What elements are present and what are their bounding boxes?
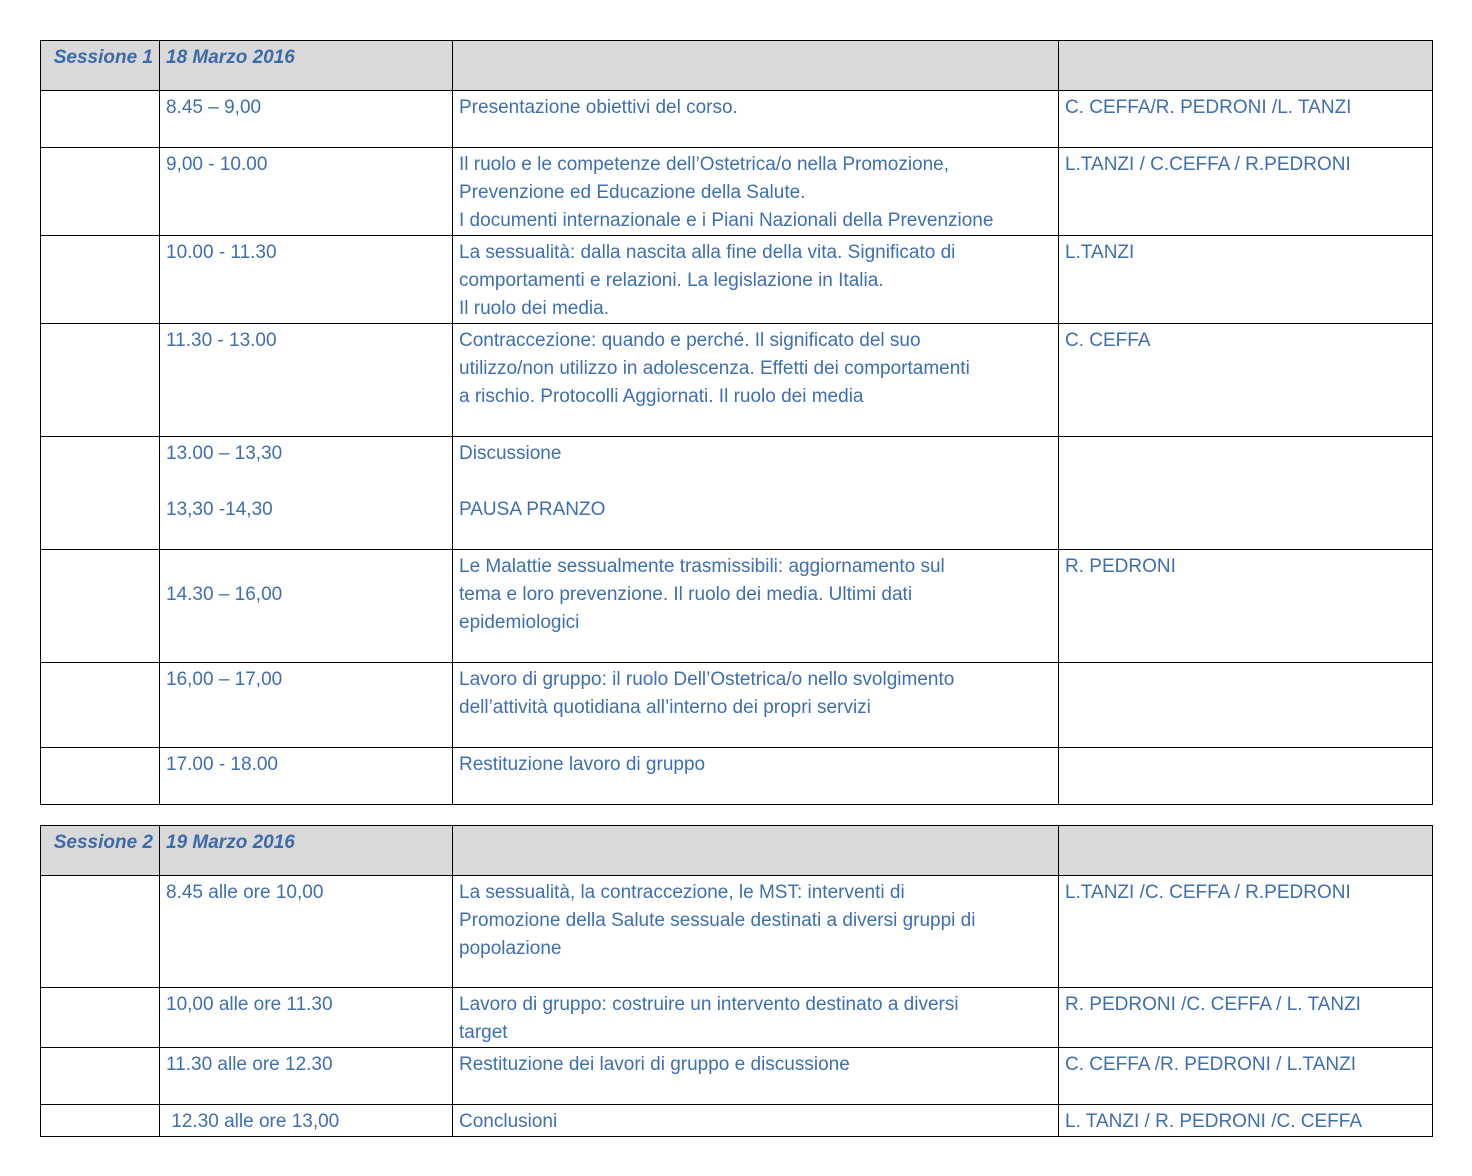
topic-text: target bbox=[459, 1022, 508, 1043]
topic-text: Il ruolo e le competenze dell’Ostetrica/o nella Promozione, bbox=[459, 154, 950, 175]
topic-text: I documenti internazionale e i Piani Nazionali della Prevenzione bbox=[459, 210, 994, 231]
table-row bbox=[41, 988, 1433, 1048]
time-cell bbox=[160, 988, 453, 1048]
time-text: 11.30 - 13.00 bbox=[166, 330, 277, 351]
topic-text: Lavoro di gruppo: costruire un intervento destinato a diversi bbox=[459, 994, 959, 1015]
table-row bbox=[41, 91, 1433, 148]
speakers-cell: C. CEFFA /R. PEDRONI / L.TANZI bbox=[1059, 1048, 1433, 1105]
topic-text: PAUSA PRANZO bbox=[459, 499, 606, 520]
time-text: 16,00 – 17,00 bbox=[166, 669, 283, 690]
table-row bbox=[41, 748, 1433, 805]
time-cell bbox=[160, 876, 453, 988]
topic-text: comportamenti e relazioni. La legislazione in Italia. bbox=[459, 270, 884, 291]
time-text: 10.00 - 11.30 bbox=[166, 242, 277, 263]
topic-text: Promozione della Salute sessuale destinati a diversi gruppi di bbox=[459, 910, 976, 931]
speakers-cell: L.TANZI /C. CEFFA / R.PEDRONI bbox=[1059, 876, 1433, 988]
speakers-cell: C. CEFFA/R. PEDRONI /L. TANZI bbox=[1059, 91, 1433, 148]
blank-cell bbox=[41, 550, 160, 663]
topic-cell bbox=[453, 324, 1059, 437]
time-text: 10,00 alle ore 11.30 bbox=[166, 994, 333, 1015]
table-row bbox=[41, 876, 1433, 988]
topic-cell bbox=[453, 550, 1059, 663]
table-row bbox=[41, 324, 1433, 437]
topic-cell bbox=[453, 1048, 1059, 1105]
topic-cell bbox=[453, 663, 1059, 748]
topic-text: utilizzo/non utilizzo in adolescenza. Effetti dei comportamenti bbox=[459, 358, 970, 379]
speakers-cell: L.TANZI / C.CEFFA / R.PEDRONI bbox=[1059, 148, 1433, 236]
table-row bbox=[41, 663, 1433, 748]
time-text: 11.30 alle ore 12.30 bbox=[166, 1054, 333, 1075]
blank-cell bbox=[41, 148, 160, 236]
speakers-cell: R. PEDRONI /C. CEFFA / L. TANZI bbox=[1059, 988, 1433, 1048]
speakers-cell: L. TANZI / R. PEDRONI /C. CEFFA bbox=[1059, 1105, 1433, 1137]
session-date: 19 Marzo 2016 bbox=[160, 826, 453, 876]
topic-text: Discussione bbox=[459, 443, 562, 464]
topic-cell bbox=[453, 748, 1059, 805]
time-text bbox=[166, 553, 446, 581]
blank-cell bbox=[41, 91, 160, 148]
blank-cell bbox=[41, 748, 160, 805]
session-header-row bbox=[41, 826, 1433, 876]
session-header-row bbox=[41, 41, 1433, 91]
speakers-cell: R. PEDRONI bbox=[1059, 550, 1433, 663]
topic-text: tema e loro prevenzione. Il ruolo dei media. Ultimi dati bbox=[459, 584, 913, 605]
topic-cell bbox=[453, 236, 1059, 324]
topic-text: Prevenzione ed Educazione della Salute. bbox=[459, 182, 806, 203]
table-row bbox=[41, 1105, 1433, 1137]
topic-text: dell’attività quotidiana all’interno dei propri servizi bbox=[459, 697, 871, 718]
blank-cell bbox=[41, 236, 160, 324]
topic-cell bbox=[453, 1105, 1059, 1137]
topic-text: Conclusioni bbox=[459, 1111, 558, 1132]
table-row bbox=[41, 1048, 1433, 1105]
table-row bbox=[41, 148, 1433, 236]
topic-text: La sessualità, la contraccezione, le MST: interventi di bbox=[459, 882, 905, 903]
time-text: 14.30 – 16,00 bbox=[166, 584, 283, 605]
blank-cell bbox=[41, 1048, 160, 1105]
topic-text bbox=[459, 468, 1052, 496]
session-2-table bbox=[40, 825, 1433, 1137]
header-empty-cell bbox=[1059, 826, 1433, 876]
topic-cell bbox=[453, 148, 1059, 236]
speakers-cell: L.TANZI bbox=[1059, 236, 1433, 324]
topic-text: Presentazione obiettivi del corso. bbox=[459, 97, 738, 118]
topic-text: Restituzione lavoro di gruppo bbox=[459, 754, 706, 775]
topic-cell bbox=[453, 876, 1059, 988]
topic-text: Il ruolo dei media. bbox=[459, 298, 609, 319]
blank-cell bbox=[41, 437, 160, 550]
header-empty-cell bbox=[453, 41, 1059, 91]
session-date: 18 Marzo 2016 bbox=[160, 41, 453, 91]
blank-cell bbox=[41, 663, 160, 748]
time-cell bbox=[160, 437, 453, 550]
table-row bbox=[41, 550, 1433, 663]
time-text: 8.45 alle ore 10,00 bbox=[166, 882, 324, 903]
blank-cell bbox=[41, 988, 160, 1048]
time-cell bbox=[160, 550, 453, 663]
blank-cell bbox=[41, 324, 160, 437]
blank-cell bbox=[41, 1105, 160, 1137]
session-1-table bbox=[40, 40, 1433, 805]
time-cell bbox=[160, 324, 453, 437]
topic-text: Lavoro di gruppo: il ruolo Dell’Ostetrica/o nello svolgimento bbox=[459, 669, 955, 690]
time-cell bbox=[160, 1048, 453, 1105]
time-cell bbox=[160, 91, 453, 148]
session-label: Sessione 1 bbox=[41, 41, 160, 91]
header-empty-cell bbox=[453, 826, 1059, 876]
time-text: 9,00 - 10.00 bbox=[166, 154, 268, 175]
topic-text: a rischio. Protocolli Aggiornati. Il ruolo dei media bbox=[459, 386, 864, 407]
time-text: 13,30 -14,30 bbox=[166, 499, 273, 520]
time-cell bbox=[160, 748, 453, 805]
topic-text: epidemiologici bbox=[459, 612, 580, 633]
table-row bbox=[41, 236, 1433, 324]
speakers-cell bbox=[1059, 663, 1433, 748]
time-text bbox=[166, 468, 446, 496]
time-text: 8.45 – 9,00 bbox=[166, 97, 262, 118]
topic-text: La sessualità: dalla nascita alla fine della vita. Significato di bbox=[459, 242, 956, 263]
session-label: Sessione 2 bbox=[41, 826, 160, 876]
time-text: 17.00 - 18.00 bbox=[166, 754, 278, 775]
time-cell bbox=[160, 236, 453, 324]
topic-cell bbox=[453, 437, 1059, 550]
topic-text: Le Malattie sessualmente trasmissibili: aggiornamento sul bbox=[459, 556, 945, 577]
topic-text: Restituzione dei lavori di gruppo e discussione bbox=[459, 1054, 850, 1075]
speakers-cell bbox=[1059, 437, 1433, 550]
speakers-cell: C. CEFFA bbox=[1059, 324, 1433, 437]
time-cell bbox=[160, 663, 453, 748]
speakers-cell bbox=[1059, 748, 1433, 805]
topic-cell bbox=[453, 91, 1059, 148]
table-row bbox=[41, 437, 1433, 550]
time-text: 13.00 – 13,30 bbox=[166, 443, 283, 464]
time-cell bbox=[160, 148, 453, 236]
topic-cell bbox=[453, 988, 1059, 1048]
blank-cell bbox=[41, 876, 160, 988]
time-cell bbox=[160, 1105, 453, 1137]
header-empty-cell bbox=[1059, 41, 1433, 91]
topic-text: Contraccezione: quando e perché. Il significato del suo bbox=[459, 330, 921, 351]
topic-text: popolazione bbox=[459, 938, 562, 959]
time-text: 12.30 alle ore 13,00 bbox=[166, 1111, 340, 1132]
